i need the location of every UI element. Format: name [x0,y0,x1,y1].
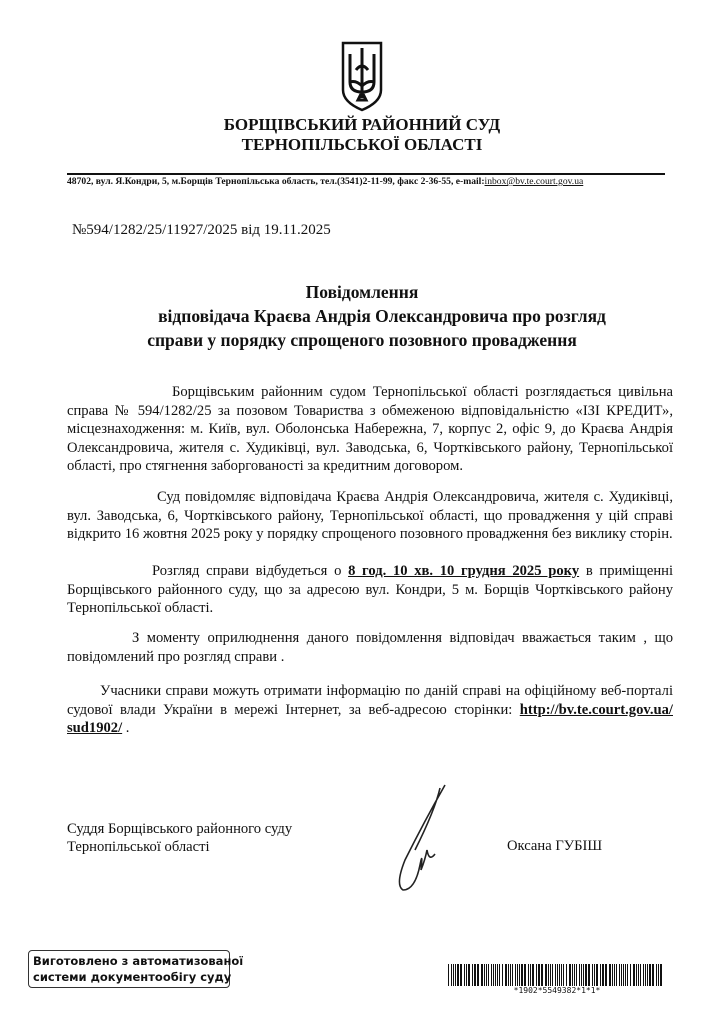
barcode-bar [515,964,516,986]
barcode-bar [552,964,553,986]
position-line1: Суддя Борщівського районного суду [67,821,293,837]
paragraph-5 [67,682,673,738]
barcode-bar [557,964,558,986]
barcode [448,964,666,986]
barcode-bar [559,964,560,986]
barcode-bar [497,964,498,986]
barcode-bar [609,964,611,986]
barcode-bar [619,964,620,986]
barcode-bar [486,964,487,986]
barcode-bar [512,964,513,986]
barcode-bar [457,964,459,986]
barcode-bar [581,964,582,986]
barcode-bar [588,964,590,986]
barcode-bar [532,964,534,986]
barcode-bar [579,964,580,986]
barcode-bar [448,964,449,986]
barcode-bar [645,964,646,986]
barcode-bar [658,964,659,986]
hearing-date: 8 год. 10 хв. 10 грудня 2025 року [348,563,580,579]
barcode-bar [576,964,577,986]
barcode-bar [585,964,587,986]
barcode-bar [550,964,551,986]
judge-position [67,820,292,856]
barcode-bar [633,964,635,986]
paragraph-1: Борщівським районним судом Тернопільської області розглядається цивільна справа № 594/1282/25 за позовом Товариства з обмеженою відповідальністю «ІЗІ КРЕДИТ», місцезнаходження: м. Київ, вул. Оболонська Набережна, 7, корпус 2, офіс 9, до Краєва Андрія Олександровича, жителя с. Худиківці, вул. Заводська, 6, Чортківського району, Тернопільської області, про стягнення заборгованості за кредитним договором. [67,384,673,475]
automated-system-stamp [28,950,244,988]
barcode-bar [548,964,549,986]
barcode-bar [630,964,631,986]
barcode-bar [528,964,529,986]
barcode-bar [594,964,595,986]
barcode-bar [455,964,456,986]
barcode-bar [569,964,571,986]
barcode-bar [602,964,604,986]
barcode-bar [477,964,479,986]
barcode-bar [493,964,494,986]
barcode-bar [656,964,657,986]
paragraph-3 [67,562,673,618]
stamp-line1: Виготовлено з автоматизованої [33,954,244,968]
barcode-bar [583,964,584,986]
barcode-bar [468,964,470,986]
barcode-bar [460,964,462,986]
barcode-bar [495,964,496,986]
reference-number: №594/1282/25/11927/2025 від 19.11.2025 [72,222,331,238]
barcode-bar [510,964,511,986]
paragraph-2: Суд повідомляє відповідача Краєва Андрія Олександровича, жителя с. Худиківці, вул. Заводська, 6, Чортківського району, Тернопільської області, що провадження у цій справі відкрито 16 жовтня 2025 року у порядку спрощеного позовного провадження без виклику сторін. [67,489,673,543]
barcode-bar [652,964,654,986]
barcode-bar [505,964,507,986]
barcode-bar [627,964,628,986]
barcode-bar [563,964,564,986]
barcode-bar [561,964,562,986]
barcode-bar [596,964,598,986]
barcode-bar [536,964,537,986]
barcode-bar [643,964,644,986]
barcode-bar [524,964,526,986]
barcode-bar [614,964,615,986]
barcode-bar [572,964,573,986]
barcode-bar [649,964,651,986]
barcode-bar [612,964,613,986]
barcode-bar [636,964,637,986]
barcode-bar [491,964,492,986]
position-line2: Тернопільської області [67,839,210,855]
barcode-bar [517,964,518,986]
barcode-bar [660,964,662,986]
barcode-bar [502,964,503,986]
court-website-link[interactable]: http://bv.te.court.gov.ua/ sud1902/ [67,701,673,737]
barcode-bar [484,964,485,986]
notice-heading [0,280,724,352]
barcode-bar [566,964,567,986]
barcode-bar [530,964,531,986]
barcode-bar [574,964,575,986]
barcode-bar [464,964,465,986]
court-address [67,176,677,187]
barcode-bar [472,964,473,986]
p3-text-end: в приміщенні Борщівського районного суду, що за адресою вул. Кондри, 5 м. Борщів Чортківського району Тернопільської області. [67,563,673,617]
barcode-bar [625,964,626,986]
heading-line2: відповідача Краєва Андрія Олександровича про розгляд [158,306,606,326]
address-text: 48702, вул. Я.Кондри, 5, м.Борщів Тернопільська область, тел.(3541)2-11-99, факс 2-36-55, e-mail: [67,176,485,187]
barcode-bar [545,964,547,986]
barcode-bar [541,964,543,986]
barcode-bar [640,964,641,986]
barcode-bar [592,964,593,986]
p5-text-end: . [122,720,130,737]
header-divider [67,173,665,175]
court-name [0,115,724,155]
heading-line1: Повідомлення [305,282,419,302]
stamp-line2: системи документообігу суду [33,970,232,984]
barcode-bar [647,964,648,986]
barcode-bar [521,964,523,986]
barcode-bar [616,964,617,986]
barcode-bar [623,964,624,986]
barcode-bar [605,964,607,986]
barcode-bar [555,964,556,986]
barcode-bar [474,964,476,986]
heading-line3: справи у порядку спрощеного позовного провадження [147,330,577,350]
handwritten-signature [385,780,465,900]
court-name-line1: БОРЩІВСЬКИЙ РАЙОННИЙ СУД [223,115,501,134]
barcode-bar [600,964,601,986]
court-name-line2: ТЕРНОПІЛЬСЬКОЇ ОБЛАСТІ [241,135,483,154]
barcode-bar [481,964,483,986]
barcode-bar [519,964,520,986]
p5-text: Учасники справи можуть отримати інформацію по даній справі на офіційному веб-порталі судової влади України в мережі Інтернет, за веб-адресою сторінки: [67,683,673,718]
barcode-text: *1902*5549382*1*1* [513,986,601,995]
judge-name: Оксана ГУБІШ [507,838,603,854]
email-link[interactable]: inbox@bv.te.court.gov.ua [484,176,584,187]
barcode-bar [499,964,500,986]
trident-emblem-icon [340,40,384,112]
barcode-bar [538,964,540,986]
barcode-bar [453,964,454,986]
barcode-bar [466,964,467,986]
barcode-bar [621,964,622,986]
p3-text: Розгляд справи відбудеться о [152,563,349,579]
barcode-bar [508,964,509,986]
barcode-bar [451,964,452,986]
barcode-bar [638,964,639,986]
barcode-bar [488,964,489,986]
paragraph-4: З моменту оприлюднення даного повідомлення відповідач вважається таким , що повідомлений про розгляд справи . [67,630,673,665]
